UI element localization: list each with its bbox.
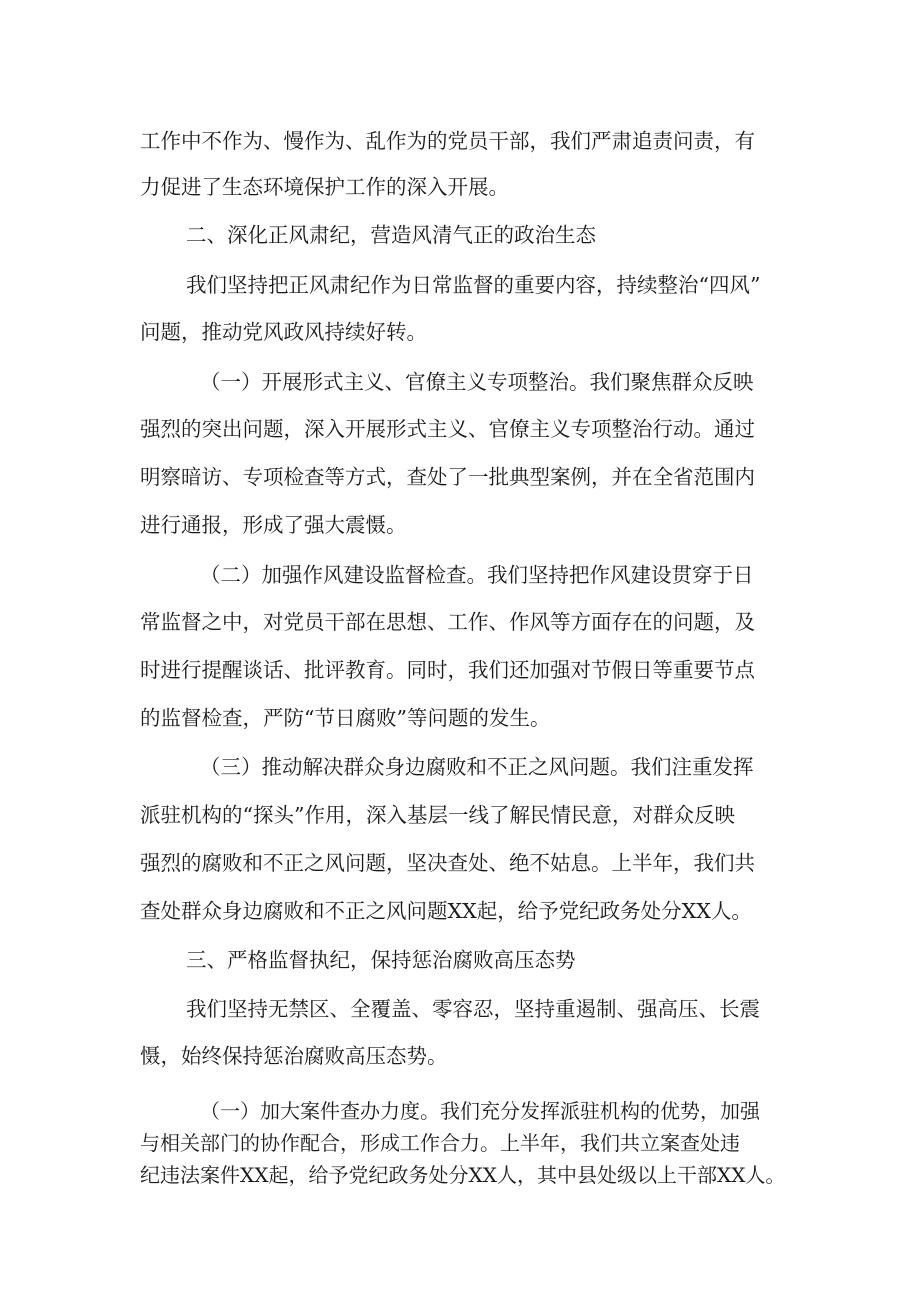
body-text-line: 工作中不作为、慢作为、乱作为的党员干部，我们严肃追责问责，有 (140, 129, 755, 153)
body-text-line: 强烈的腐败和不正之风问题，坚决查处、绝不姑息。上半年，我们共 (140, 851, 755, 875)
body-text-line: 与相关部门的协作配合，形成工作合力。上半年，我们共立案查处违 (140, 1131, 740, 1155)
body-text-line: 的监督检查，严防“节日腐败”等问题的发生。 (140, 706, 551, 730)
body-text-line: 纪违法案件XX起，给予党纪政务处分XX人，其中县处级以上干部XX人。 (140, 1163, 786, 1187)
body-text-line: 慑，始终保持惩治腐败高压态势。 (140, 1044, 448, 1068)
body-text-line: 我们坚持把正风肃纪作为日常监督的重要内容，持续整治“四风” (186, 273, 761, 297)
subsection-paragraph-line: （三）推动解决群众身边腐败和不正之风问题。我们注重发挥 (200, 755, 754, 779)
body-text-line: 问题，推动党风政风持续好转。 (140, 320, 427, 344)
section-heading: 二、深化正风肃纪，营造风清气正的政治生态 (186, 223, 596, 247)
body-text-line: 明察暗访、专项检查等方式，查处了一批典型案例，并在全省范围内 (140, 465, 755, 489)
body-text-line: 查处群众身边腐败和不正之风问题XX起，给予党纪政务处分XX人。 (140, 899, 752, 923)
body-text-line: 我们坚持无禁区、全覆盖、零容忍，坚持重遏制、强高压、长震 (186, 997, 760, 1021)
section-heading: 三、严格监督执纪，保持惩治腐败高压态势 (186, 948, 576, 972)
body-text-line: 派驻机构的“探头”作用，深入基层一线了解民情民意，对群众反映 (140, 803, 735, 827)
subsection-paragraph-line: （一）加大案件查办力度。我们充分发挥派驻机构的优势，加强 (200, 1099, 760, 1123)
body-text-line: 力促进了生态环境保护工作的深入开展。 (140, 175, 509, 199)
body-text-line: 时进行提醒谈话、批评教育。同时，我们还加强对节假日等重要节点 (140, 658, 755, 682)
body-text-line: 常监督之中，对党员干部在思想、工作、作风等方面存在的问题，及 (140, 610, 755, 634)
body-text-line: 强烈的突出问题，深入开展形式主义、官僚主义专项整治行动。通过 (140, 417, 755, 441)
subsection-paragraph-line: （二）加强作风建设监督检查。我们坚持把作风建设贯穿于日 (200, 563, 754, 587)
subsection-paragraph-line: （一）开展形式主义、官僚主义专项整治。我们聚焦群众反映 (200, 370, 754, 394)
body-text-line: 进行通报，形成了强大震慑。 (140, 513, 407, 537)
